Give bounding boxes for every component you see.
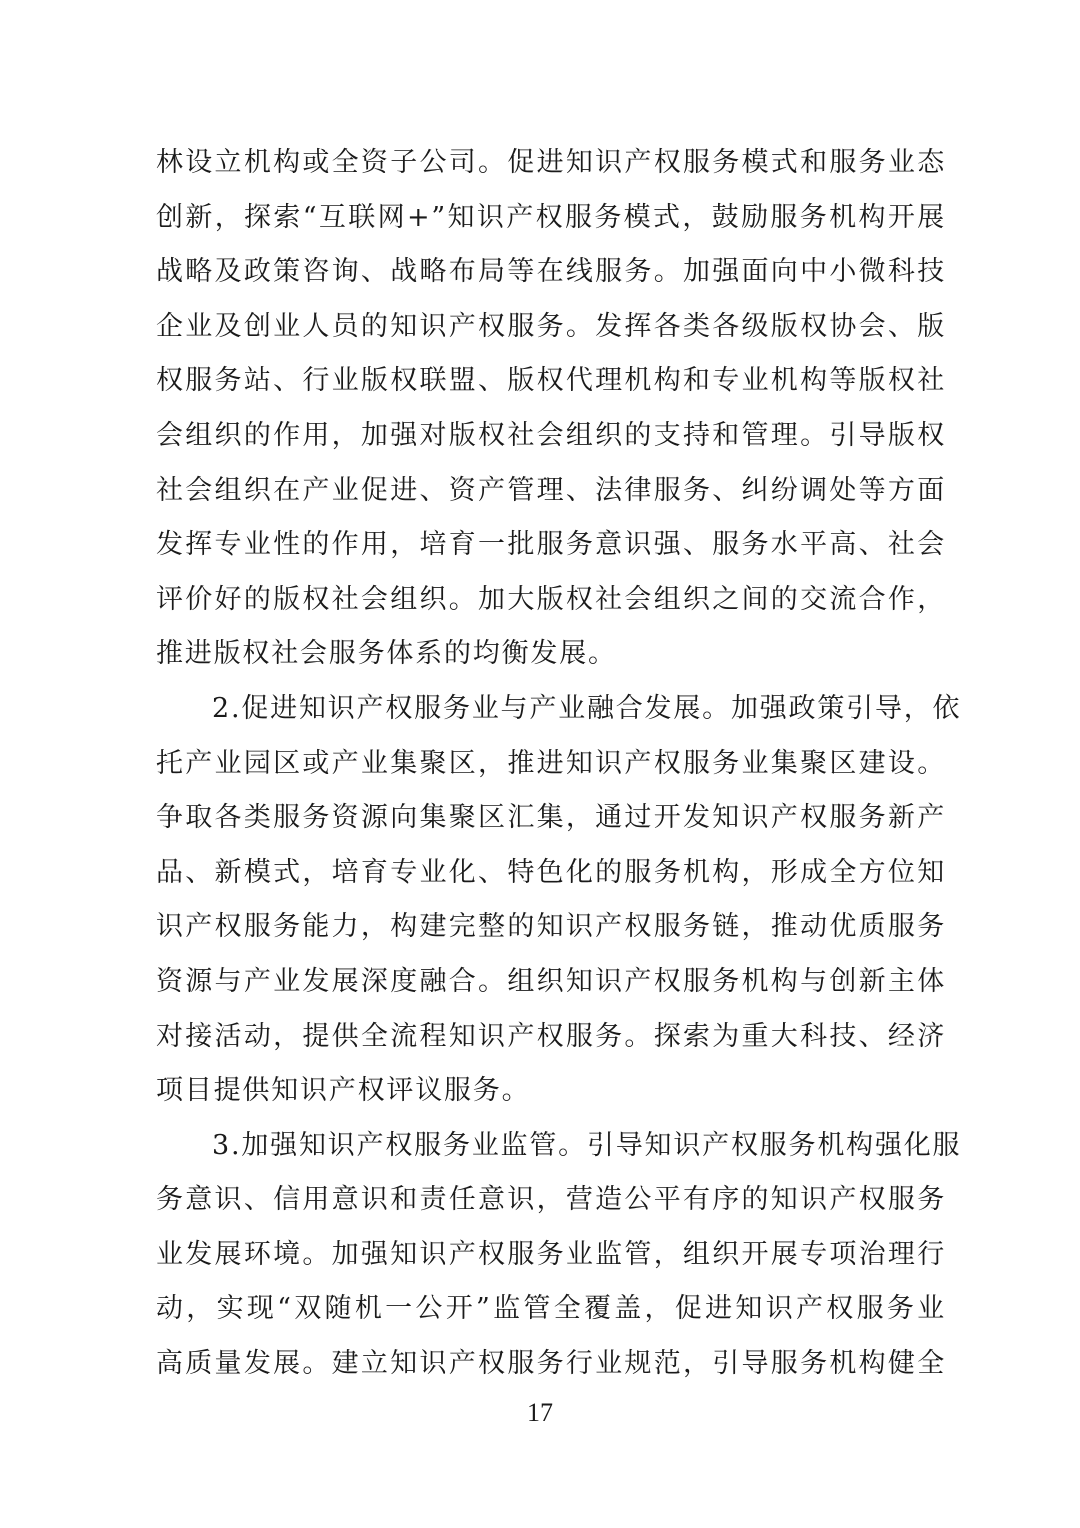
paragraph-1-line: 评价好的版权社会组织。加大版权社会组织之间的交流合作， (156, 583, 946, 615)
paragraph-1-line: 企业及创业人员的知识产权服务。发挥各类各级版权协会、版 (156, 310, 946, 342)
paragraph-3-line: 动，实现“双随机一公开”监管全覆盖，促进知识产权服务业 (156, 1293, 946, 1325)
paragraph-1-line: 发挥专业性的作用，培育一批服务意识强、服务水平高、社会 (156, 529, 946, 561)
paragraph-3-line: 业发展环境。加强知识产权服务业监管，组织开展专项治理行 (156, 1238, 946, 1270)
paragraph-3-line: 3.加强知识产权服务业监管。引导知识产权服务机构强化服 (212, 1129, 962, 1161)
paragraph-2-line: 对接活动，提供全流程知识产权服务。探索为重大科技、经济 (156, 1020, 946, 1052)
paragraph-1-line: 战略及政策咨询、战略布局等在线服务。加强面向中小微科技 (156, 256, 946, 288)
paragraph-1-line: 会组织的作用，加强对版权社会组织的支持和管理。引导版权 (156, 419, 946, 451)
paragraph-3-line: 高质量发展。建立知识产权服务行业规范，引导服务机构健全 (156, 1348, 946, 1380)
paragraph-2-line: 识产权服务能力，构建完整的知识产权服务链，推动优质服务 (156, 911, 946, 943)
paragraph-3-line: 务意识、信用意识和责任意识，营造公平有序的知识产权服务 (156, 1184, 946, 1216)
paragraph-2-line: 品、新模式，培育专业化、特色化的服务机构，形成全方位知 (156, 856, 946, 888)
paragraph-2-line: 资源与产业发展深度融合。组织知识产权服务机构与创新主体 (156, 965, 946, 997)
paragraph-1-line: 社会组织在产业促进、资产管理、法律服务、纠纷调处等方面 (156, 474, 946, 506)
paragraph-2-line: 项目提供知识产权评议服务。 (156, 1075, 531, 1107)
body-text (156, 136, 962, 1392)
page-number: 17 (527, 1398, 553, 1427)
paragraph-1-line: 创新，探索“互联网+”知识产权服务模式，鼓励服务机构开展 (156, 201, 946, 233)
paragraph-2-line: 争取各类服务资源向集聚区汇集，通过开发知识产权服务新产 (156, 802, 946, 834)
paragraph-1-line: 林设立机构或全资子公司。促进知识产权服务模式和服务业态 (156, 147, 946, 178)
paragraph-2-line: 托产业园区或产业集聚区，推进知识产权服务业集聚区建设。 (156, 747, 946, 779)
paragraph-1-line: 权服务站、行业版权联盟、版权代理机构和专业机构等版权社 (156, 365, 946, 397)
paragraph-1-line: 推进版权社会服务体系的均衡发展。 (156, 638, 617, 670)
paragraph-2-line: 2.促进知识产权服务业与产业融合发展。加强政策引导，依 (212, 692, 962, 724)
